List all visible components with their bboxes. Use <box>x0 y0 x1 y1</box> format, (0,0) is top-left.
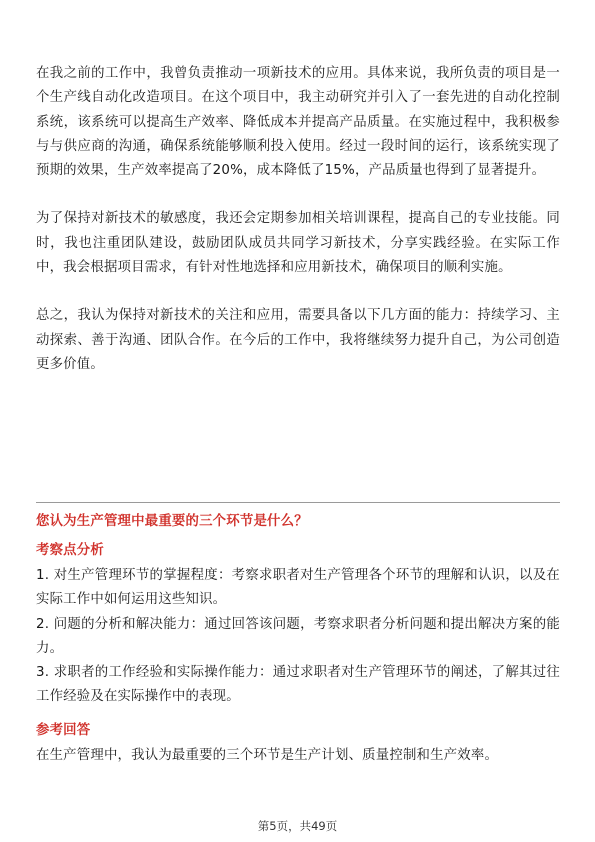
body-paragraph-3: 总之，我认为保持对新技术的关注和应用，需要具备以下几方面的能力：持续学习、主动探索、善于沟通、团队合作。在今后的工作中，我将继续努力提升自己，为公司创造更多价值。 <box>36 308 560 372</box>
analysis-item-2: 2. 问题的分析和解决能力：通过回答该问题，考察求职者分析问题和提出解决方案的能力。 <box>36 616 560 656</box>
reference-heading: 参考回答 <box>36 722 91 738</box>
question-section <box>36 510 560 768</box>
body-paragraph-1: 在我之前的工作中，我曾负责推动一项新技术的应用。具体来说，我所负责的项目是一个生产线自动化改造项目。在这个项目中，我主动研究并引入了一套先进的自动化控制系统，该系统可以提高生产效率、降低成本并提高产品质量。在实施过程中，我积极参与与供应商的沟通，确保系统能够顺利投入使用。经过一段时间的运行，该系统实现了预期的效果，生产效率提高了20%，成本降低了15%，产品质量也得到了显著提升。 <box>36 66 560 179</box>
previous-answer-section <box>36 62 560 377</box>
question-title: 您认为生产管理中最重要的三个环节是什么？ <box>36 514 308 529</box>
section-divider <box>36 502 560 503</box>
body-paragraph-2: 为了保持对新技术的敏感度，我还会定期参加相关培训课程，提高自己的专业技能。同时，我也注重团队建设，鼓励团队成员共同学习新技术，分享实践经验。在实际工作中，我会根据项目需求，有针对性地选择和应用新技术，确保项目的顺利实施。 <box>36 211 560 276</box>
page-number: 第5页，共49页 <box>257 819 338 833</box>
analysis-item-3: 3. 求职者的工作经验和实际操作能力：通过求职者对生产管理环节的阐述，了解其过往工作经验及在实际操作中的表现。 <box>36 665 560 705</box>
analysis-item-1: 1. 对生产管理环节的掌握程度：考察求职者对生产管理各个环节的理解和认识，以及在实际工作中如何运用这些知识。 <box>36 568 560 608</box>
reference-answer: 在生产管理中，我认为最重要的三个环节是生产计划、质量控制和生产效率。 <box>36 747 499 763</box>
analysis-heading: 考察点分析 <box>36 543 104 558</box>
